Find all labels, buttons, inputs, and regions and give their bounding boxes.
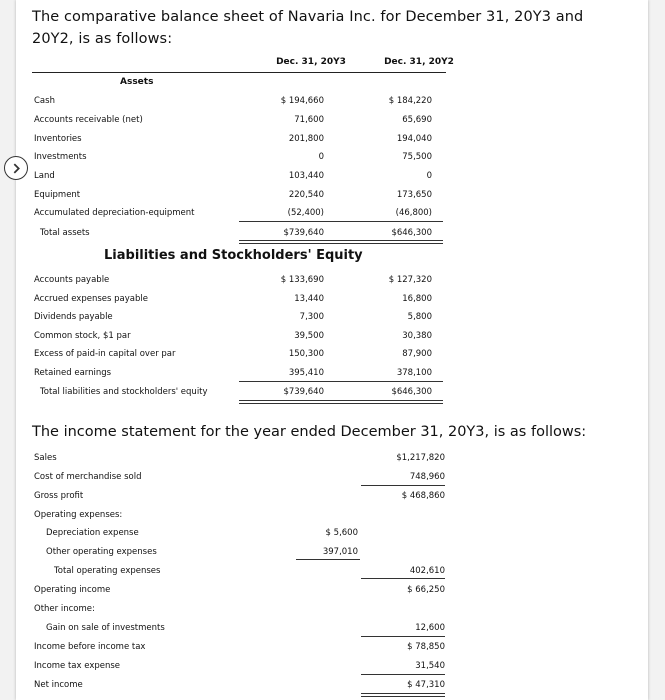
value-20y3: $ 133,690 [280, 275, 324, 285]
value-20y3: 220,540 [288, 190, 324, 200]
outer-amount: 748,960 [409, 472, 445, 482]
value-20y2: 30,380 [402, 331, 432, 341]
table-row [16, 331, 648, 349]
inner-amount: 397,010 [322, 547, 358, 557]
outer-amount: $ 78,850 [407, 642, 445, 652]
row-label: Inventories [34, 134, 82, 144]
row-label: Cost of merchandise sold [34, 472, 142, 482]
table-row [16, 585, 648, 603]
total-rule [239, 403, 349, 404]
value-20y2: 378,100 [396, 368, 432, 378]
outer-amount: $ 468,860 [401, 491, 445, 501]
row-label: Gross profit [34, 491, 84, 501]
row-label: Net income [34, 680, 83, 690]
balance-sheet-intro: The comparative balance sheet of Navaria Inc. for December 31, 20Y3 and 20Y2, is as follows: [32, 9, 584, 47]
row-label: Dividends payable [34, 312, 113, 322]
document-page [16, 0, 648, 700]
row-label: Income before income tax [34, 642, 146, 652]
value-20y2: 65,690 [402, 115, 432, 125]
inner-amount: $ 5,600 [325, 528, 358, 538]
row-label: Operating income [34, 585, 111, 595]
table-row [16, 312, 648, 330]
table-row [16, 566, 648, 584]
table-row [16, 171, 648, 189]
row-label: Other income: [34, 604, 95, 614]
table-row [16, 115, 648, 133]
value-20y3: 71,600 [294, 115, 324, 125]
value-20y3: 150,300 [288, 349, 324, 359]
assets-title: Assets [120, 77, 154, 87]
outer-amount: 12,600 [415, 623, 445, 633]
value-20y2: (46,800) [395, 208, 432, 218]
total-rule [239, 243, 349, 244]
row-label: Total operating expenses [54, 566, 161, 576]
row-label: Accounts payable [34, 275, 110, 285]
table-row [16, 275, 648, 293]
subtotal-rule [296, 559, 360, 560]
row-label: Accumulated depreciation-equipment [34, 208, 195, 218]
row-label: Sales [34, 453, 57, 463]
row-label: Gain on sale of investments [46, 623, 165, 633]
table-row [16, 547, 648, 565]
value-20y3: 39,500 [294, 331, 324, 341]
table-row [16, 642, 648, 660]
value-20y3: $739,640 [283, 387, 324, 397]
value-20y2: $ 184,220 [388, 96, 432, 106]
row-label: Income tax expense [34, 661, 121, 671]
value-20y2: 5,800 [407, 312, 432, 322]
header-divider [32, 72, 446, 73]
row-label: Cash [34, 96, 55, 106]
outer-amount: $ 66,250 [407, 585, 445, 595]
subtotal-rule [239, 221, 349, 222]
value-20y2: 173,650 [396, 190, 432, 200]
value-20y2: 16,800 [402, 294, 432, 304]
row-label: Excess of paid-in capital over par [34, 349, 176, 359]
total-rule [361, 693, 445, 694]
liabilities-title: Liabilities and Stockholders' Equity [104, 248, 363, 263]
table-row [16, 472, 648, 490]
subtotal-rule [361, 578, 445, 579]
subtotal-rule [347, 381, 443, 382]
table-row [16, 368, 648, 386]
row-label: Common stock, $1 par [34, 331, 131, 341]
table-row [16, 208, 648, 226]
table-row [16, 528, 648, 546]
outer-amount: $ 47,310 [407, 680, 445, 690]
value-20y3: $ 194,660 [280, 96, 324, 106]
table-row [16, 134, 648, 152]
col-header-20y2: Dec. 31, 20Y2 [384, 57, 454, 67]
row-label: Total liabilities and stockholders' equity [40, 387, 208, 397]
value-20y3: 7,300 [299, 312, 324, 322]
total-rule [239, 400, 349, 401]
outer-amount: 402,610 [409, 566, 445, 576]
table-row [16, 623, 648, 641]
value-20y3: 395,410 [288, 368, 324, 378]
subtotal-rule [239, 381, 349, 382]
table-row [16, 453, 648, 471]
table-row [16, 680, 648, 698]
outer-amount: 31,540 [415, 661, 445, 671]
table-row [16, 661, 648, 679]
row-label: Retained earnings [34, 368, 112, 378]
total-rule [239, 240, 349, 241]
total-rule [347, 403, 443, 404]
row-label: Other operating expenses [46, 547, 157, 557]
row-label: Accrued expenses payable [34, 294, 148, 304]
table-row [16, 96, 648, 114]
chevron-right-icon [11, 163, 22, 174]
table-row [16, 349, 648, 367]
subtotal-rule [361, 636, 445, 637]
income-statement-intro: The income statement for the year ended December 31, 20Y3, is as follows: [32, 424, 587, 440]
row-label: Equipment [34, 190, 81, 200]
value-20y3: (52,400) [287, 208, 324, 218]
total-rule [347, 240, 443, 241]
table-row [16, 604, 648, 622]
value-20y3: 13,440 [294, 294, 324, 304]
table-row [16, 190, 648, 208]
value-20y2: $646,300 [391, 228, 432, 238]
col-header-20y3: Dec. 31, 20Y3 [276, 57, 346, 67]
total-rule [347, 243, 443, 244]
value-20y2: 194,040 [396, 134, 432, 144]
expand-arrow-button[interactable] [4, 156, 28, 180]
total-rule [361, 696, 445, 697]
value-20y3: 103,440 [288, 171, 324, 181]
value-20y3: 201,800 [288, 134, 324, 144]
value-20y3: $739,640 [283, 228, 324, 238]
subtotal-rule [347, 221, 443, 222]
outer-amount: $1,217,820 [396, 453, 445, 463]
value-20y2: $646,300 [391, 387, 432, 397]
row-label: Operating expenses: [34, 510, 123, 520]
value-20y2: $ 127,320 [388, 275, 432, 285]
subtotal-rule [361, 485, 445, 486]
row-label: Depreciation expense [46, 528, 139, 538]
table-row [16, 152, 648, 170]
row-label: Total assets [40, 228, 90, 238]
row-label: Accounts receivable (net) [34, 115, 143, 125]
subtotal-rule [361, 674, 445, 675]
table-row [16, 510, 648, 528]
table-row [16, 294, 648, 312]
table-row [16, 491, 648, 509]
row-label: Investments [34, 152, 87, 162]
value-20y2: 75,500 [402, 152, 432, 162]
value-20y2: 0 [426, 171, 432, 181]
total-rule [347, 400, 443, 401]
row-label: Land [34, 171, 55, 181]
value-20y3: 0 [318, 152, 324, 162]
value-20y2: 87,900 [402, 349, 432, 359]
